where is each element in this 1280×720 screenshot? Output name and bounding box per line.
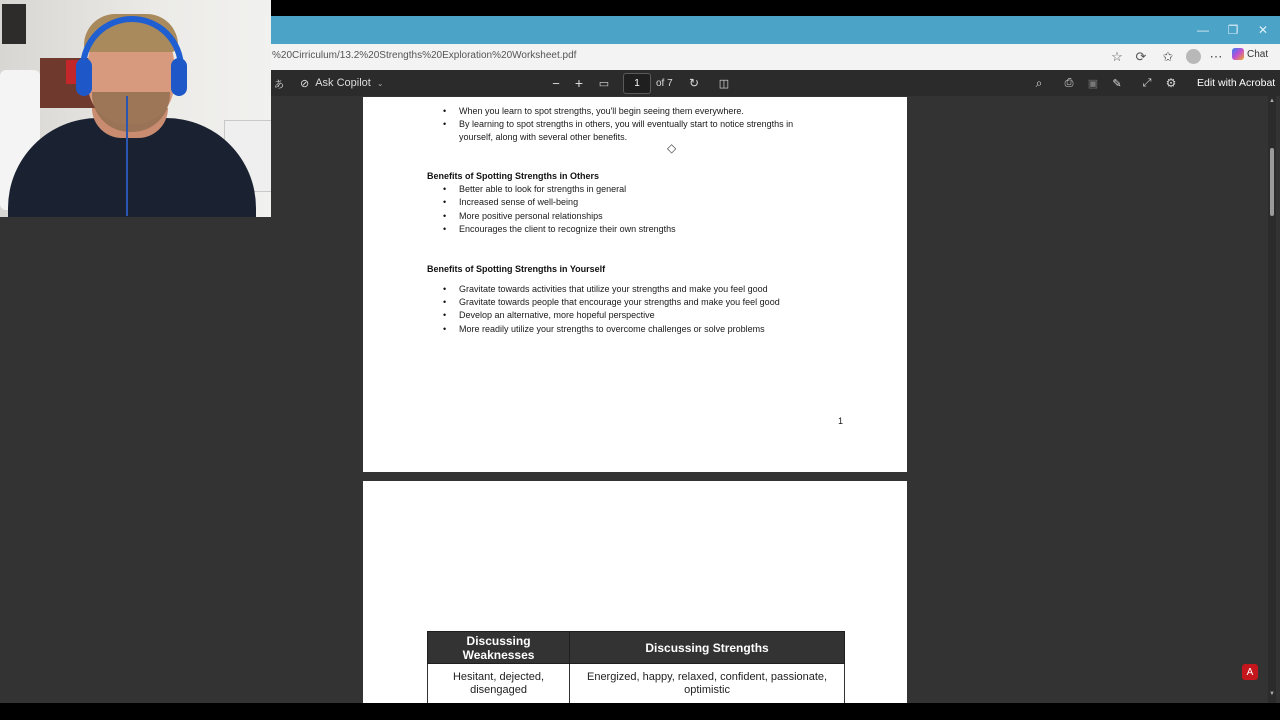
- table-cell-weaknesses: Hesitant, dejected, disengaged: [428, 664, 570, 704]
- close-button[interactable]: ✕: [1257, 23, 1269, 37]
- webcam-door: [2, 4, 26, 44]
- save-as-icon[interactable]: ✎: [1112, 77, 1122, 90]
- fullscreen-icon[interactable]: ⤢: [1142, 76, 1152, 89]
- headphones-cable: [126, 96, 128, 216]
- profile-avatar[interactable]: [1186, 49, 1201, 64]
- zoom-out-button[interactable]: −: [552, 75, 560, 91]
- bullet-icon: •: [443, 224, 447, 234]
- intro-bullet-2: By learning to spot strengths in others, you will eventually start to notice strengths in: [459, 119, 794, 129]
- edit-with-acrobat-button[interactable]: Edit with Acrobat: [1197, 77, 1276, 89]
- table-row: [428, 664, 845, 704]
- others-bullet-2: Increased sense of well-being: [459, 197, 579, 207]
- settings-gear-icon[interactable]: ⚙: [1165, 76, 1177, 90]
- fit-page-icon[interactable]: ▭: [598, 77, 610, 90]
- bullet-icon: •: [443, 119, 447, 129]
- pdf-page-2: [363, 481, 907, 703]
- ask-copilot-button[interactable]: [300, 70, 390, 96]
- copilot-chat-button[interactable]: [1232, 48, 1268, 60]
- bullet-icon: •: [443, 310, 447, 320]
- bullet-icon: •: [443, 184, 447, 194]
- page-number-label: 1: [838, 416, 844, 426]
- copilot-outline-icon: ⊘: [300, 77, 310, 90]
- yourself-bullet-4: More readily utilize your strengths to overcome challenges or solve problems: [459, 324, 765, 334]
- yourself-bullet-3: Develop an alternative, more hopeful perspective: [459, 310, 655, 320]
- comparison-table: [427, 631, 845, 703]
- scroll-down-arrow-icon[interactable]: ▼: [1269, 691, 1275, 697]
- favorite-star-icon[interactable]: ☆: [1111, 49, 1123, 64]
- acrobat-logo-icon[interactable]: A: [1242, 664, 1258, 680]
- pdf-page-1: [363, 97, 907, 472]
- minimize-button[interactable]: —: [1197, 23, 1209, 37]
- yourself-bullet-1: Gravitate towards activities that utilize your strengths and make you feel good: [459, 284, 768, 294]
- bottom-black-bar: [0, 703, 1280, 720]
- table-header-strengths: Discussing Strengths: [570, 632, 845, 664]
- search-icon[interactable]: ⌕: [1035, 75, 1043, 90]
- favorites-icon[interactable]: ✩: [1162, 49, 1174, 64]
- copilot-icon: [1232, 48, 1244, 60]
- url-text[interactable]: %20Cirriculum/13.2%20Strengths%20Exploration%20Worksheet.pdf: [272, 50, 577, 61]
- heading-benefits-yourself: Benefits of Spotting Strengths in Yourself: [427, 264, 606, 274]
- bullet-icon: •: [443, 106, 447, 116]
- page-number-input[interactable]: 1: [623, 73, 651, 94]
- chat-label: Chat: [1247, 48, 1269, 60]
- bullet-icon: •: [443, 284, 447, 294]
- bullet-icon: •: [443, 211, 447, 221]
- table-cell-strengths: Energized, happy, relaxed, confident, passionate, optimistic: [570, 664, 845, 704]
- rotate-icon[interactable]: ↻: [688, 76, 700, 90]
- ask-copilot-label: Ask Copilot: [315, 77, 371, 89]
- zoom-in-button[interactable]: +: [574, 75, 584, 91]
- page-view-icon[interactable]: ◫: [718, 77, 730, 90]
- webcam-overlay: [0, 0, 271, 217]
- headphones-right-cup: [171, 58, 187, 96]
- bullet-icon: •: [443, 197, 447, 207]
- scroll-up-arrow-icon[interactable]: ▲: [1269, 98, 1275, 104]
- heading-benefits-others: Benefits of Spotting Strengths in Others: [427, 171, 600, 181]
- vertical-scrollbar[interactable]: [1268, 96, 1276, 703]
- read-aloud-icon[interactable]: あ: [274, 79, 284, 91]
- bullet-icon: •: [443, 297, 447, 307]
- chevron-down-icon: ⌄: [376, 78, 384, 88]
- save-icon[interactable]: ▣: [1087, 77, 1099, 90]
- more-options-icon[interactable]: ⋯: [1209, 49, 1223, 64]
- intro-bullet-2-continued: yourself, along with several other benefits.: [459, 132, 628, 142]
- intro-bullet-1: When you learn to spot strengths, you'll begin seeing them everywhere.: [459, 106, 744, 116]
- table-header-row: [428, 632, 845, 664]
- bullet-icon: •: [443, 324, 447, 334]
- eraser-icon: ◇: [667, 141, 677, 155]
- others-bullet-4: Encourages the client to recognize their own strengths: [459, 224, 676, 234]
- restore-button[interactable]: ❐: [1227, 23, 1239, 37]
- page-count: of 7: [656, 77, 673, 89]
- others-bullet-3: More positive personal relationships: [459, 211, 603, 221]
- others-bullet-1: Better able to look for strengths in general: [459, 184, 627, 194]
- refresh-extension-icon[interactable]: ⟳: [1135, 49, 1147, 64]
- print-icon[interactable]: ⎙: [1064, 76, 1074, 89]
- yourself-bullet-2: Gravitate towards people that encourage your strengths and make you feel good: [459, 297, 780, 307]
- headphones-left-cup: [76, 58, 92, 96]
- scrollbar-thumb[interactable]: [1270, 148, 1274, 216]
- table-header-weaknesses: Discussing Weaknesses: [428, 632, 570, 664]
